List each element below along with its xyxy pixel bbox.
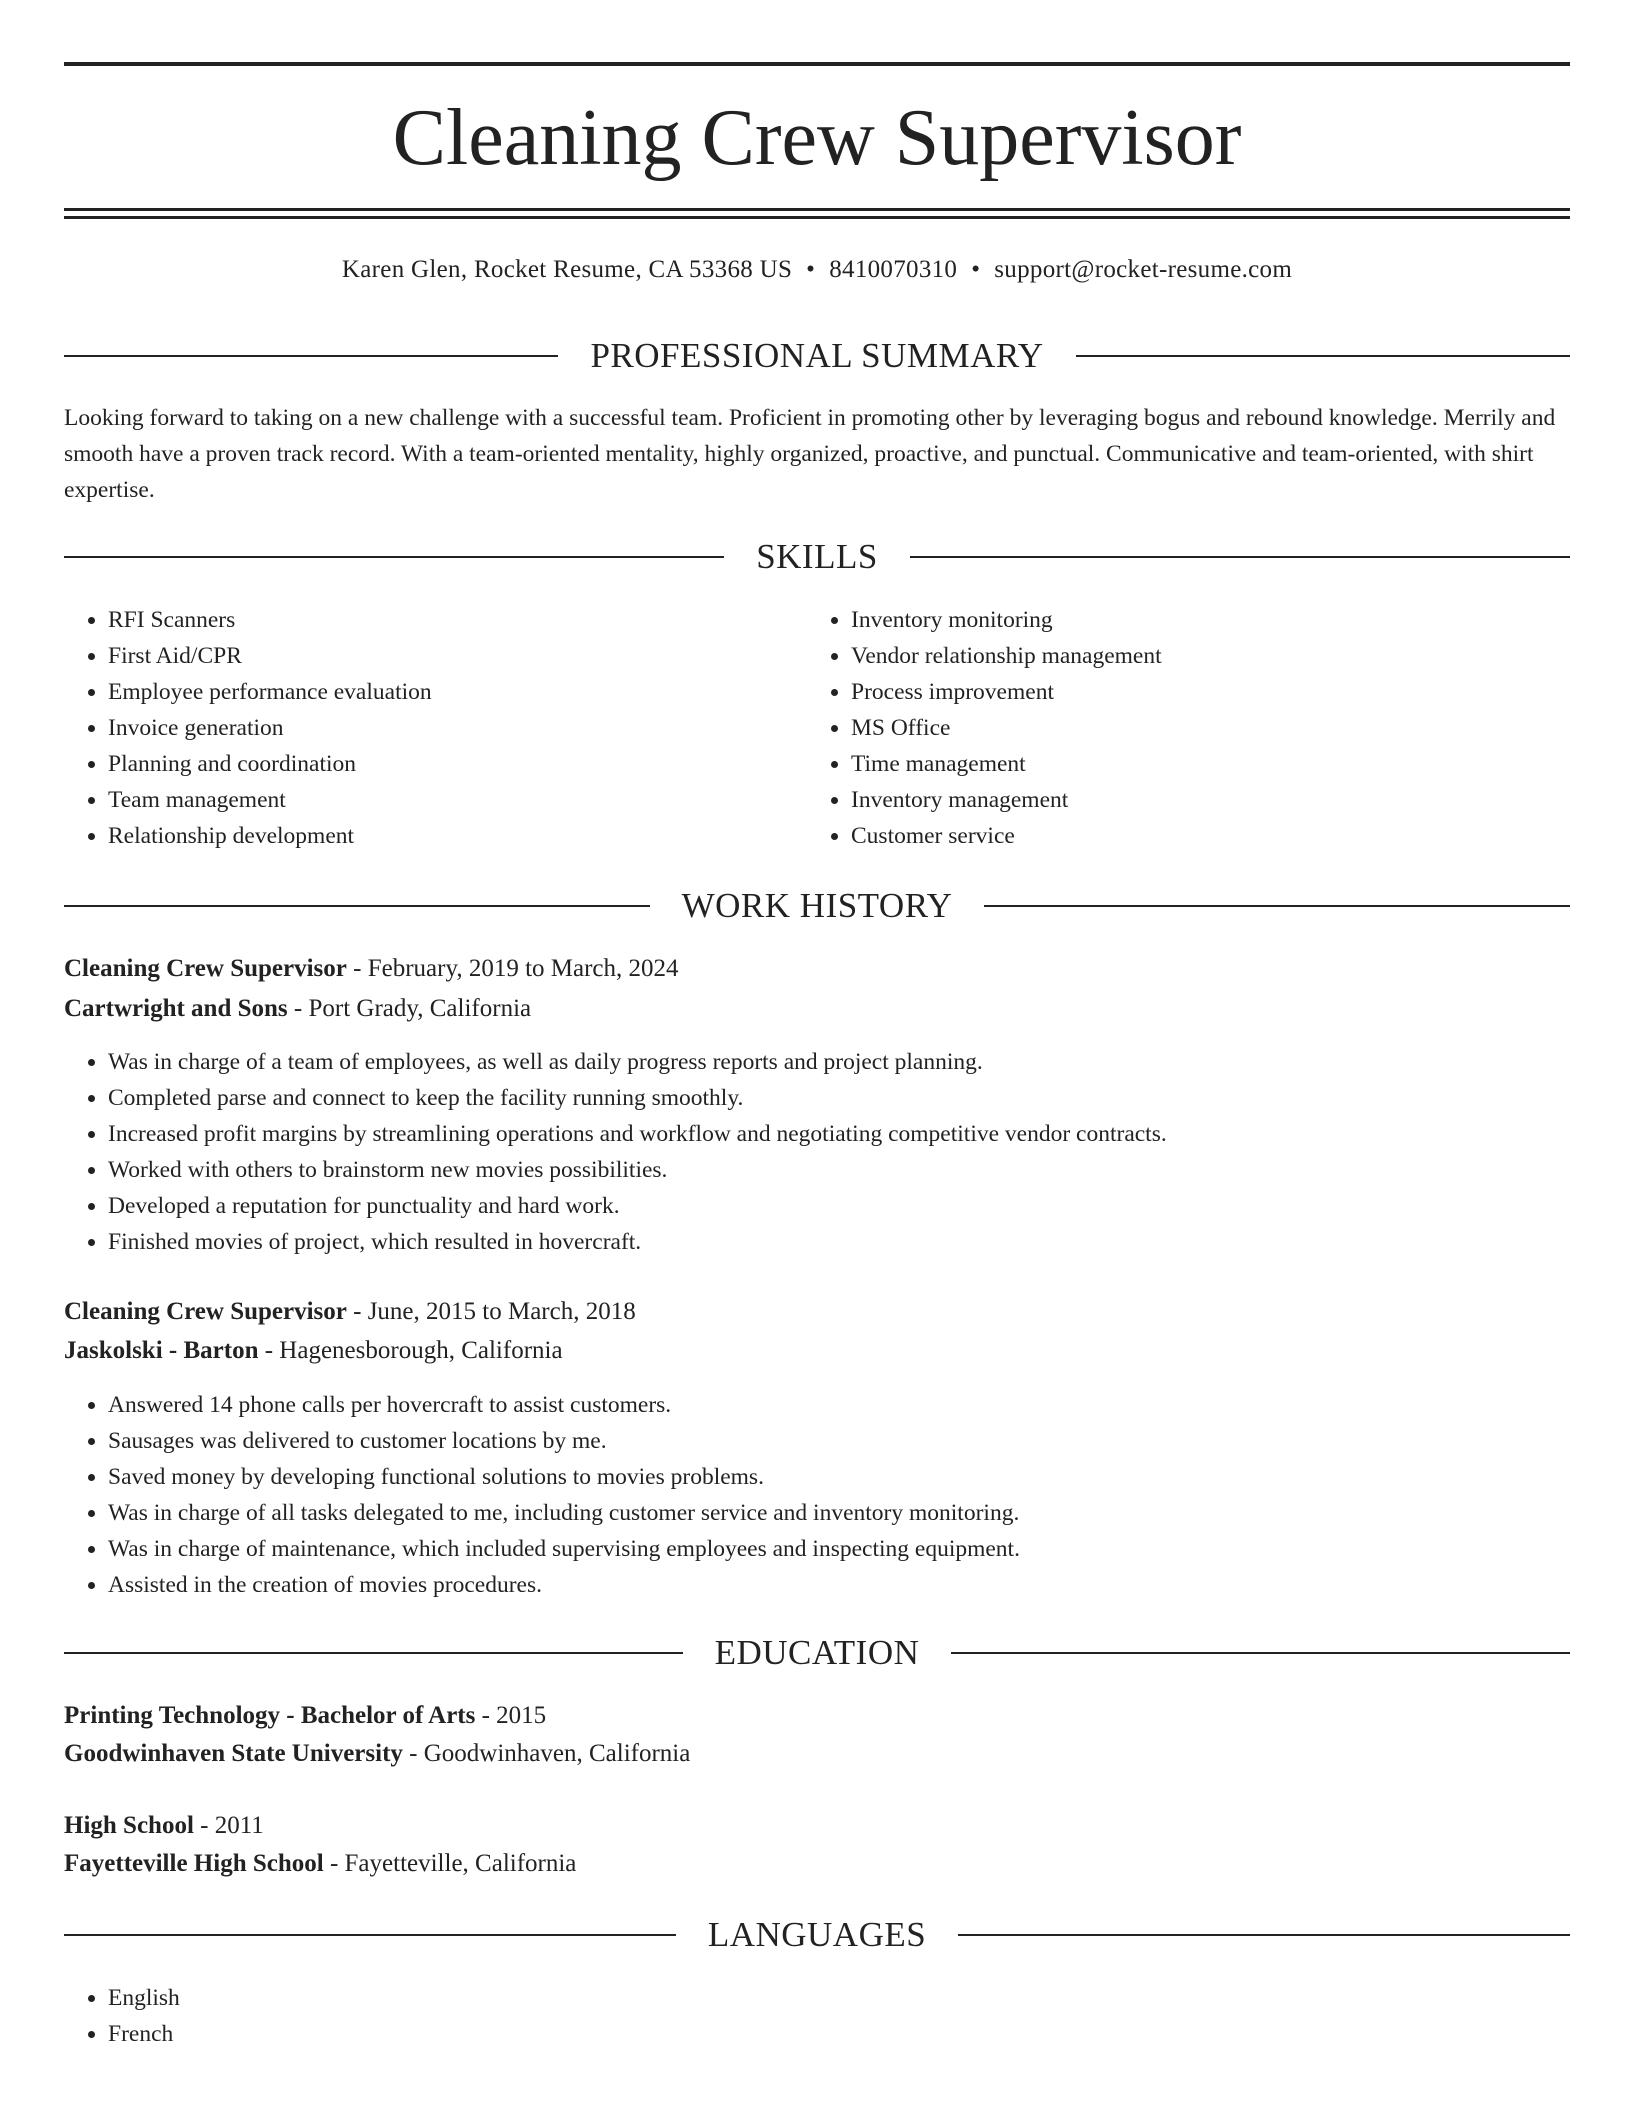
education-school: Fayetteville High School <box>64 1850 324 1877</box>
job-dates: - February, 2019 to March, 2024 <box>346 955 679 982</box>
heading-rule-left <box>64 355 558 357</box>
section-title: SKILLS <box>756 537 878 576</box>
skill-item: • Vendor relationship management <box>851 638 1551 674</box>
job-location: - Hagenesborough, California <box>258 1337 563 1364</box>
skill-item: • Customer service <box>851 818 1551 854</box>
skills-list-right <box>807 602 1551 854</box>
job-bullet: • Completed parse and connect to keep the facility running smoothly. <box>108 1080 1608 1116</box>
education-degree-line <box>64 1807 1564 1845</box>
education-degree: High School <box>64 1812 194 1839</box>
contact-email: support@rocket-resume.com <box>994 256 1293 283</box>
section-title: PROFESSIONAL SUMMARY <box>590 336 1044 375</box>
heading-rule-left <box>64 905 650 907</box>
job-title-line <box>64 1293 1564 1331</box>
heading-rule-right <box>951 1652 1570 1654</box>
section-title: EDUCATION <box>714 1633 920 1672</box>
section-title: WORK HISTORY <box>681 886 953 925</box>
section-heading-education <box>64 1628 1570 1678</box>
section-heading-summary <box>64 331 1570 381</box>
education-year: - 2011 <box>193 1812 264 1839</box>
heading-rule-right <box>910 556 1570 558</box>
section-title: LANGUAGES <box>707 1915 927 1954</box>
skill-item: • Process improvement <box>851 674 1551 710</box>
education-school-line <box>64 1845 1564 1883</box>
resume-title: Cleaning Crew Supervisor <box>392 94 1242 182</box>
summary-text: Looking forward to taking on a new challenge with a successful team. Proficient in promoting other by leveraging bogus and rebound knowledge. Merrily and smooth have a proven track record. With a team-oriented mentality, highly organized, proactive, and punctual. Communicative and team-oriented, with shirt expertise. <box>64 405 1556 503</box>
skill-item: • MS Office <box>851 710 1551 746</box>
contact-line <box>64 252 1570 288</box>
job-company-line <box>64 1332 1564 1370</box>
skills-list-left <box>64 602 788 854</box>
education-degree-line <box>64 1697 1564 1735</box>
job-title: Cleaning Crew Supervisor <box>64 955 347 982</box>
heading-rule-left <box>64 556 724 558</box>
section-heading-skills <box>64 532 1570 582</box>
header-double-rule-bottom <box>64 216 1570 219</box>
skill-item: • Team management <box>108 782 788 818</box>
job-dates: - June, 2015 to March, 2018 <box>346 1298 636 1325</box>
job-bullet: • Was in charge of all tasks delegated to me, including customer service and inventory monitoring. <box>108 1495 1608 1531</box>
job-company: Cartwright and Sons <box>64 995 288 1022</box>
header-top-rule <box>64 62 1570 66</box>
job-bullets <box>64 1044 1608 1260</box>
skill-item: • RFI Scanners <box>108 602 788 638</box>
job-bullet: • Assisted in the creation of movies procedures. <box>108 1567 1608 1603</box>
skill-item: • First Aid/CPR <box>108 638 788 674</box>
job-bullets <box>64 1387 1608 1603</box>
skill-item: • Relationship development <box>108 818 788 854</box>
education-year: - 2015 <box>475 1702 547 1729</box>
education-school: Goodwinhaven State University <box>64 1740 403 1767</box>
contact-separator: • <box>971 256 981 283</box>
job-bullet: • Worked with others to brainstorm new movies possibilities. <box>108 1152 1608 1188</box>
job-bullet: • Increased profit margins by streamlining operations and workflow and negotiating competitive vendor contracts. <box>108 1116 1608 1152</box>
header-double-rule-top <box>64 208 1570 211</box>
job-bullet: • Sausages was delivered to customer locations by me. <box>108 1423 1608 1459</box>
job-bullet: • Answered 14 phone calls per hovercraft to assist customers. <box>108 1387 1608 1423</box>
job-bullet: • Was in charge of a team of employees, as well as daily progress reports and project planning. <box>108 1044 1608 1080</box>
job-title: Cleaning Crew Supervisor <box>64 1298 347 1325</box>
education-location: - Goodwinhaven, California <box>402 1740 691 1767</box>
skill-item: • Time management <box>851 746 1551 782</box>
skill-item: • Invoice generation <box>108 710 788 746</box>
skill-item: • Planning and coordination <box>108 746 788 782</box>
job-company: Jaskolski - Barton <box>64 1337 259 1364</box>
contact-address: Karen Glen, Rocket Resume, CA 53368 US <box>341 256 793 283</box>
heading-rule-right <box>958 1934 1570 1936</box>
skill-item: • Employee performance evaluation <box>108 674 788 710</box>
job-location: - Port Grady, California <box>287 995 532 1022</box>
job-company-line <box>64 990 1564 1028</box>
education-location: - Fayetteville, California <box>323 1850 577 1877</box>
heading-rule-left <box>64 1652 683 1654</box>
skill-item: • Inventory management <box>851 782 1551 818</box>
job-title-line <box>64 950 1564 988</box>
job-bullet: • Developed a reputation for punctuality and hard work. <box>108 1188 1608 1224</box>
contact-phone: 8410070310 <box>829 256 958 283</box>
education-school-line <box>64 1735 1564 1773</box>
section-heading-work-history <box>64 881 1570 931</box>
section-heading-languages <box>64 1910 1570 1960</box>
language-item: • French <box>108 2016 788 2052</box>
heading-rule-right <box>1076 355 1570 357</box>
job-bullet: • Finished movies of project, which resulted in hovercraft. <box>108 1224 1608 1260</box>
education-degree: Printing Technology - Bachelor of Arts <box>64 1702 476 1729</box>
language-item: • English <box>108 1980 788 2016</box>
skill-item: • Inventory monitoring <box>851 602 1551 638</box>
contact-separator: • <box>806 256 816 283</box>
heading-rule-left <box>64 1934 676 1936</box>
heading-rule-right <box>984 905 1570 907</box>
job-bullet: • Was in charge of maintenance, which included supervising employees and inspecting equipment. <box>108 1531 1608 1567</box>
languages-list <box>64 1980 788 2052</box>
job-bullet: • Saved money by developing functional solutions to movies problems. <box>108 1459 1608 1495</box>
